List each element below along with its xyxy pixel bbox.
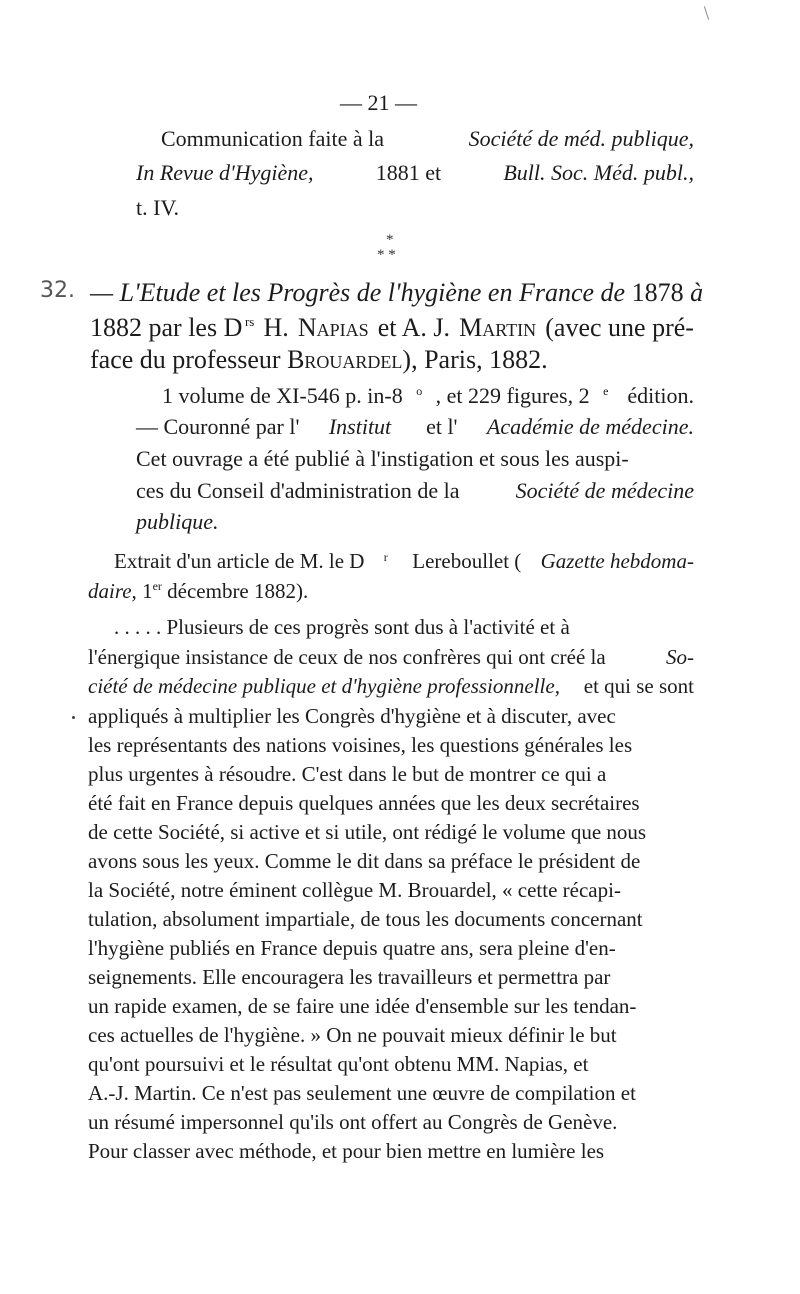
extract-journal-cont: daire, [88,579,137,603]
entry-a: à [690,278,704,307]
entry-preface-author: Brouardel [287,345,403,374]
separator-stars-bottom: * * [377,247,396,263]
entry-preface-text: face du professeur [90,345,288,374]
communication-line-1 [161,128,694,150]
body-line-5 [88,735,694,756]
body-line-1 [114,617,694,638]
body-line-6 [88,764,694,785]
entry-author-napias: Napias [297,313,369,342]
body-line-12 [88,938,694,959]
body-line-10 [88,880,694,901]
body-text: qu'ont poursuivi et le résultat qu'ont obtenu MM. Napias, et [88,1052,589,1076]
body-line-11 [88,909,694,930]
note-line-5: publique. [136,509,219,534]
scan-mark [704,6,709,20]
body-text: un rapide examen, de se faire une idée d'ensemble sur les tendan- [88,994,637,1018]
note-published: Cet ouvrage a été publié à l'instigation et sous les auspi- [136,446,629,471]
entry-title-line-3 [90,347,548,373]
extract-intro: Extrait d'un article de M. le D [114,549,365,573]
body-text: la Société, notre éminent collègue M. Brouardel, « cette récapi- [88,878,621,902]
body-text: été fait en France depuis quelques années que les deux secrétaires [88,791,640,815]
entry-author-initials-2: et A. J. [371,313,457,342]
body-line-2 [88,647,694,668]
entry-title-line-2 [90,315,694,341]
body-text: l'énergique insistance de ceux de nos confrères qui ont créé la [88,645,611,669]
note-society: Société de médecine [515,478,694,503]
note-crowned: — Couronné par l' [136,414,300,439]
body-text: appliqués à multiplier les Congrès d'hygiène et à discuter, avec [88,704,616,728]
communication-bull: Bull. Soc. Méd. publ., [503,160,694,185]
extract-er-sup: er [152,579,162,593]
body-line-17 [88,1083,694,1104]
body-line-3 [88,676,694,697]
note-line-4 [136,480,694,502]
body-line-13 [88,967,694,988]
entry-year-start: 1878 [625,278,691,307]
communication-line-2 [136,162,694,184]
body-text: ces actuelles de l'hygiène. » On ne pouvait mieux définir le but [88,1023,617,1047]
body-line-14 [88,996,694,1017]
extract-day: 1 [136,579,153,603]
entry-author-initial: H. [256,313,296,342]
entry-number: 32. [40,278,75,303]
body-line-19 [88,1141,694,1162]
extract-journal: Gazette hebdoma- [540,549,694,573]
note-sup-o: o [416,384,423,398]
body-line-7 [88,793,694,814]
body-text: avons sous les yeux. Comme le dit dans sa préface le président de [88,849,641,873]
body-text: et qui se sont [578,674,694,698]
body-line-16 [88,1054,694,1075]
note-institut: Institut [328,414,392,439]
entry-authors-prefix: 1882 par les D [90,313,243,342]
note-sup-e: e [603,384,609,398]
communication-tome: t. IV. [136,195,179,220]
extract-dr-sup: r [383,550,388,564]
extract-date: décembre 1882). [161,579,309,603]
entry-drs-sup: rs [244,314,255,329]
entry-place-date: ), Paris, 1882. [402,345,548,374]
entry-preface-start: (avec une pré- [538,313,694,342]
communication-year: 1881 et [370,160,447,185]
communication-text: Communication faite à la [161,126,390,151]
extract-line-2 [88,580,308,602]
body-line-15 [88,1025,694,1046]
note-council: ces du Conseil d'administration de la [136,478,466,503]
note-academie: Académie de médecine. [486,414,694,439]
body-text: A.-J. Martin. Ce n'est pas seulement une œuvre de compilation et [88,1081,636,1105]
body-text-italic: ciété de médecine publique et d'hygiène professionnelle, [88,674,560,698]
body-text: tulation, absolument impartiale, de tous les documents concernant [88,907,643,931]
margin-mark [72,716,75,719]
body-text: . . . . . Plusieurs de ces progrès sont dus à l'activité et à [114,615,570,639]
body-text: les représentants des nations voisines, les questions générales les [88,733,633,757]
note-and: et l' [420,414,458,439]
note-volume: 1 volume de XI-546 p. in-8 [162,383,403,408]
extract-line-1 [114,551,694,572]
separator-star-top: * [386,232,394,248]
extract-author: Lereboullet ( [407,549,522,573]
communication-revue: In Revue d'Hygiène, [136,160,314,185]
page-number: — 21 — [340,90,417,115]
entry-author-martin: Martin [459,313,537,342]
note-line-2 [136,416,694,438]
body-line-8 [88,822,694,843]
note-edition: édition. [621,383,694,408]
note-figures: , et 229 figures, 2 [435,383,590,408]
body-text: de cette Société, si active et si utile, ont rédigé le volume que nous [88,820,647,844]
body-text: un résumé impersonnel qu'ils ont offert au Congrès de Genève. [88,1110,618,1134]
body-text: plus urgentes à résoudre. C'est dans le but de montrer ce qui a [88,762,607,786]
note-line-1 [162,385,694,407]
body-text: Pour classer avec méthode, et pour bien mettre en lumière les [88,1139,605,1163]
body-line-18 [88,1112,694,1133]
communication-society: Société de méd. publique, [468,126,694,151]
body-text: l'hygiène publiés en France depuis quatre ans, sera pleine d'en- [88,936,616,960]
body-line-4 [88,706,694,727]
body-line-9 [88,851,694,872]
body-text: seignements. Elle encouragera les travailleurs et permettra par [88,965,611,989]
entry-title-line-1 [90,278,704,307]
body-text-italic: So- [666,645,694,669]
note-line-3 [136,448,694,470]
entry-title: — L'Etude et les Progrès de l'hygiène en France de [90,278,626,307]
